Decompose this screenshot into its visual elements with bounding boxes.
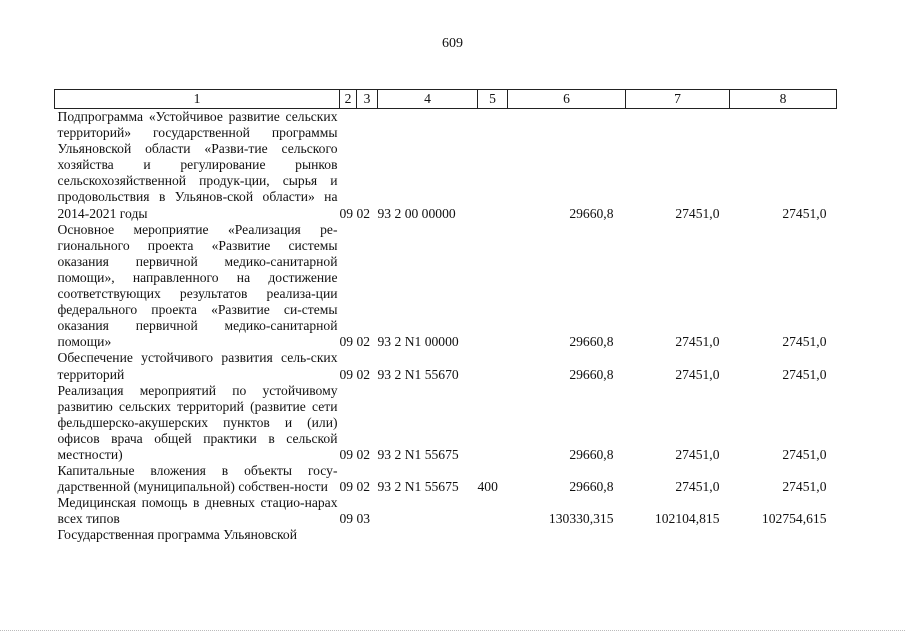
cell-amount-3: 27451,0 [782,334,827,350]
cell-section: 09 [339,205,354,221]
cell-amount-1: 29660,8 [569,334,614,350]
cell-amount-2: 27451,0 [675,334,720,350]
table-header-row [55,90,837,109]
cell-target-code: 93 2 N1 55675 [377,446,459,462]
table-row [55,463,837,495]
cell-amount-2: 27451,0 [675,446,720,462]
cell-amount-1: 29660,8 [569,446,614,462]
table-row [55,222,837,351]
cell-section [340,527,357,543]
cell-section: 09 [339,334,354,350]
column-header: 6 [508,90,626,109]
cell-subsection: 02 [356,446,371,462]
column-header: 8 [730,90,837,109]
row-name: Реализация мероприятий по устойчивому развитию сельских территорий (развитие сети фельдшерско-акушерских пунктов и (или) офисов врача общей практики в сельской местности) [57,382,338,462]
column-header: 1 [55,90,340,109]
cell-amount-2: 27451,0 [675,366,720,382]
cell-expense-type: 400 [477,479,498,495]
cell-expense-type [478,495,508,527]
row-name: Основное мероприятие «Реализация ре-гионального проекта «Развитие системы оказания первичной медико-санитарной помощи», направленного на достижение соответствующих результатов реализа-ции федерального проекта «Развитие си-стемы оказания первичной медико-санитарной помощи» [57,221,338,350]
row-name: Обеспечение устойчивого развития сель-ских территорий [57,350,338,382]
cell-amount-3: 102754,615 [761,511,827,527]
page-number: 609 [442,36,463,51]
budget-table [54,89,837,544]
cell-section: 09 [339,446,354,462]
cell-target-code [378,495,478,527]
column-header: 3 [357,90,378,109]
cell-target-code: 93 2 00 00000 [377,205,456,221]
column-header: 7 [626,90,730,109]
cell-amount-2: 27451,0 [675,205,720,221]
row-name: Государственная программа Ульяновской [57,527,297,543]
column-header: 5 [478,90,508,109]
cell-amount-2: 102104,815 [654,511,720,527]
cell-amount-3: 27451,0 [782,366,827,382]
row-name: Подпрограмма «Устойчивое развитие сельских территорий» государственной программы Ульяновской области «Разви-тие сельского хозяйства и регулирование рынков сельскохозяйственной продук-ции, сырья и продовольствия в Ульянов-ской области» на 2014-2021 годы [57,109,338,221]
cell-amount-2: 27451,0 [675,479,720,495]
cell-amount-1: 29660,8 [569,205,614,221]
cell-amount-3: 27451,0 [782,479,827,495]
cell-amount-1: 130330,315 [548,511,614,527]
scan-edge-divider [0,630,905,632]
cell-expense-type [478,222,508,351]
cell-subsection [357,527,378,543]
table-row [55,109,837,222]
cell-subsection: 02 [356,205,371,221]
cell-amount-3: 27451,0 [782,446,827,462]
cell-target-code: 93 2 N1 55670 [377,366,459,382]
table-row [55,495,837,527]
cell-amount-1: 29660,8 [569,479,614,495]
cell-subsection: 02 [356,479,371,495]
cell-expense-type [478,350,508,382]
cell-amount-3: 27451,0 [782,205,827,221]
cell-target-code: 93 2 N1 55675 [377,479,459,495]
cell-target-code [378,527,478,543]
table-row [55,383,837,463]
cell-amount-1 [508,527,626,543]
cell-expense-type [478,383,508,463]
table-row [55,350,837,382]
cell-expense-type [478,527,508,543]
column-header: 2 [340,90,357,109]
cell-section: 09 [339,479,354,495]
cell-target-code: 93 2 N1 00000 [377,334,459,350]
cell-subsection: 03 [356,511,371,527]
column-header: 4 [378,90,478,109]
cell-subsection: 02 [356,334,371,350]
cell-subsection: 02 [356,366,371,382]
cell-amount-2 [626,527,730,543]
row-name: Медицинская помощь в дневных стацио-нарах всех типов [57,495,338,527]
row-name: Капитальные вложения в объекты госу-дарственной (муниципальной) собствен-ности [57,463,338,495]
cell-section: 09 [339,511,354,527]
table-row [55,527,837,543]
cell-amount-1: 29660,8 [569,366,614,382]
cell-section: 09 [339,366,354,382]
cell-amount-3 [730,527,837,543]
cell-expense-type [478,109,508,222]
